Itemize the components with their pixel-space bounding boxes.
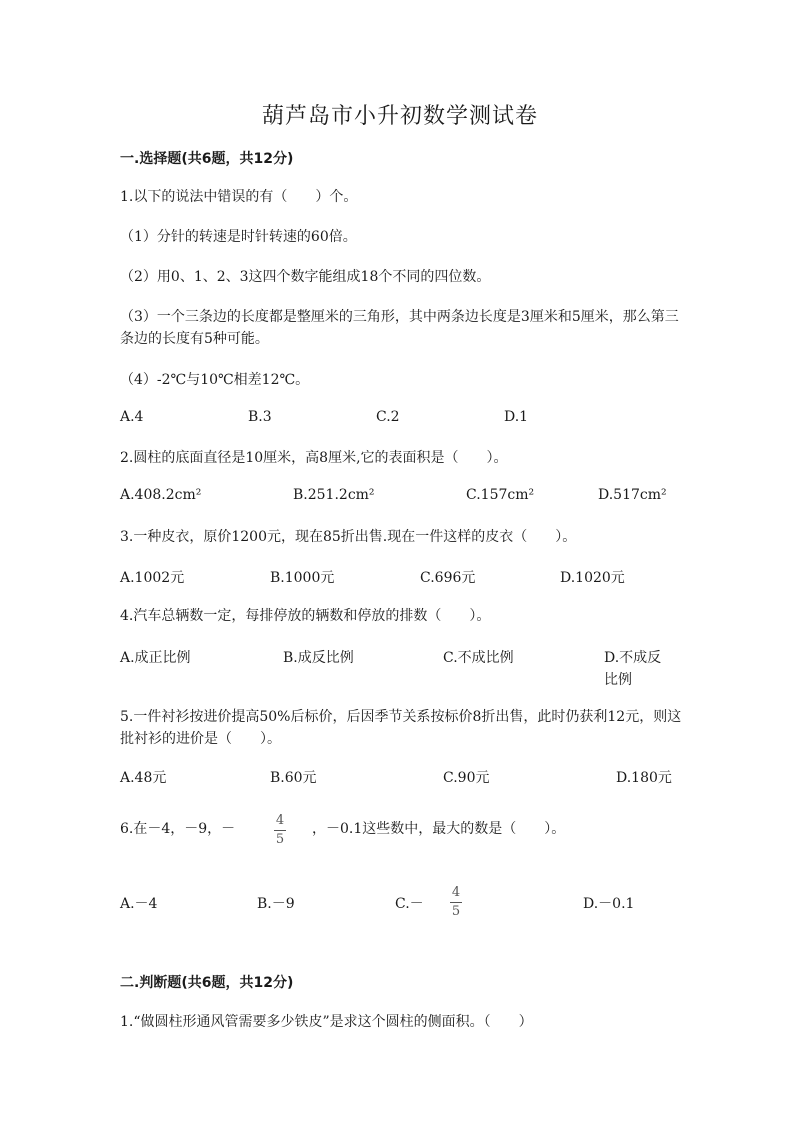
question-3-option-c: C.696元 (420, 570, 476, 586)
question-4-option-c: C.不成比例 (443, 650, 514, 666)
question-2-option-d: D.517cm² (598, 487, 667, 503)
question-3-option-a: A.1002元 (120, 570, 185, 586)
question-1-statement-3: （3）一个三条边的长度都是整厘米的三角形，其中两条边长度是3厘米和5厘米，那么第三条边的长度有5种可能。 (120, 309, 679, 347)
question-3-option-b: B.1000元 (270, 570, 335, 586)
question-6-option-c-fraction (450, 886, 462, 919)
page-title: 葫芦岛市小升初数学测试卷 (261, 104, 538, 129)
question-6-option-b: B.－9 (257, 896, 295, 912)
question-1-statement-1: （1）分针的转速是时针转速的60倍。 (120, 229, 357, 245)
question-6-fraction (274, 814, 286, 847)
question-1-option-d: D.1 (504, 409, 529, 425)
question-6-stem-part-1: 6.在－4，－9，－ (120, 821, 236, 837)
fraction-numerator: 4 (451, 885, 461, 900)
question-3-stem: 3.一种皮衣，原价1200元，现在85折出售.现在一件这样的皮衣（ ）。 (120, 529, 577, 545)
question-1-statement-4: （4）-2℃与10℃相差12℃。 (120, 372, 310, 388)
question-3-option-d: D.1020元 (560, 570, 625, 586)
question-5-stem: 5.一件衬衫按进价提高50%后标价，后因季节关系按标价8折出售，此时仍获利12元，则这批衬衫的进价是（ ）。 (120, 709, 682, 747)
question-1-stem: 1.以下的说法中错误的有（ ）个。 (120, 189, 358, 205)
question-1-option-c: C.2 (376, 409, 400, 425)
question-2-stem: 2.圆柱的底面直径是10厘米，高8厘米,它的表面积是（ ）。 (120, 450, 508, 466)
question-5-option-b: B.60元 (270, 770, 317, 786)
question-5-option-a: A.48元 (120, 770, 167, 786)
question-6-option-c: C.－ (395, 896, 424, 912)
question-4-option-a: A.成正比例 (120, 650, 191, 666)
question-6-option-a: A.－4 (120, 896, 158, 912)
question-2-option-a: A.408.2cm² (120, 487, 202, 503)
question-2-option-c: C.157cm² (466, 487, 535, 503)
question-4-option-b: B.成反比例 (283, 650, 354, 666)
question-6-option-d: D.－0.1 (583, 896, 635, 912)
question-1-option-b: B.3 (248, 409, 272, 425)
fraction-denominator: 5 (275, 832, 285, 847)
question-1-option-a: A.4 (120, 409, 144, 425)
fraction-denominator: 5 (451, 904, 461, 919)
true-false-question-1: 1.“做圆柱形通风管需要多少铁皮”是求这个圆柱的侧面积。（ ） (120, 1014, 533, 1030)
section-heading-multiple-choice: 一.选择题(共6题，共12分) (120, 151, 294, 167)
fraction-numerator: 4 (275, 813, 285, 828)
question-5-option-c: C.90元 (443, 770, 490, 786)
question-4-option-d: D.不成反比例 (604, 650, 662, 688)
question-6-stem-part-2: ，－0.1这些数中，最大的数是（ ）。 (312, 821, 566, 837)
question-1-statement-2: （2）用0、1、2、3这四个数字能组成18个不同的四位数。 (120, 269, 491, 285)
section-heading-true-false: 二.判断题(共6题，共12分) (120, 975, 294, 991)
question-5-option-d: D.180元 (616, 770, 672, 786)
question-2-option-b: B.251.2cm² (293, 487, 375, 503)
question-4-stem: 4.汽车总辆数一定，每排停放的辆数和停放的排数（ ）。 (120, 608, 491, 624)
